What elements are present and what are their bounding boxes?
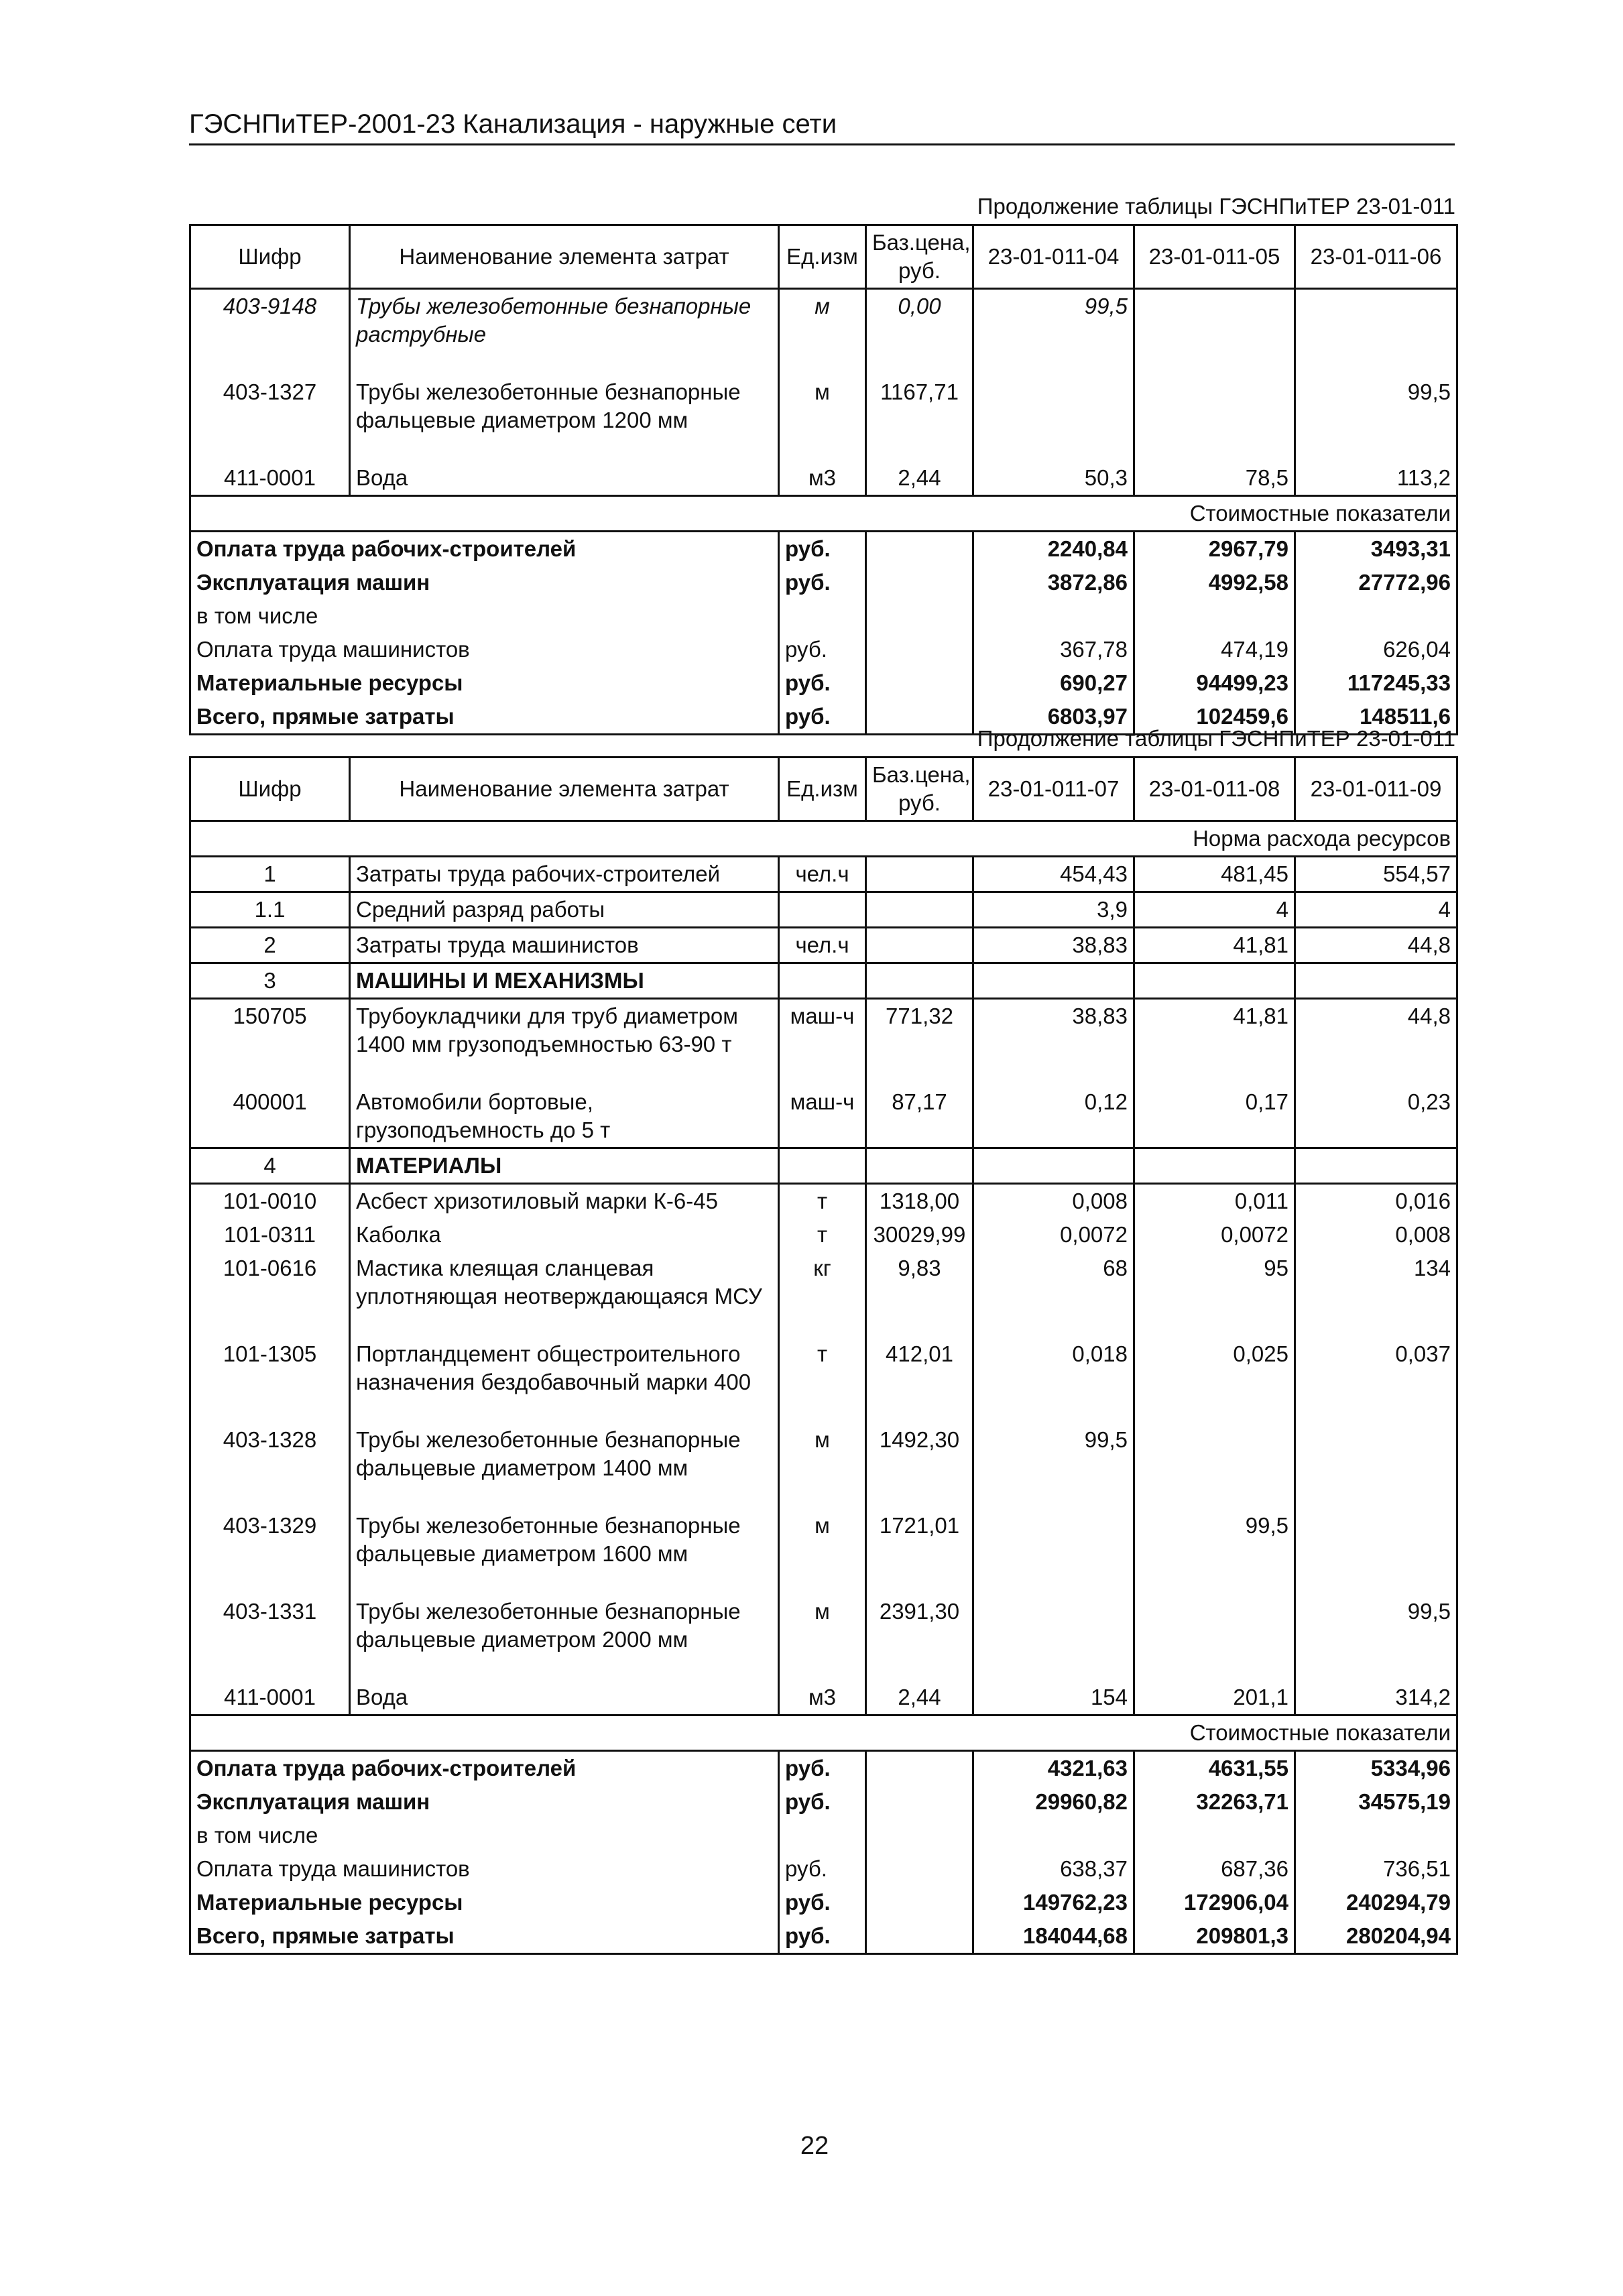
row-unit: м <box>779 289 866 376</box>
cost-value: 690,27 <box>973 666 1134 700</box>
row-value: 44,8 <box>1295 999 1457 1086</box>
table-row <box>190 289 1457 376</box>
col-header-unit: Ед.изм <box>779 758 866 821</box>
norm-label: Норма расхода ресурсов <box>190 821 1457 857</box>
row-value: 78,5 <box>1134 461 1295 496</box>
table-row <box>190 857 1457 892</box>
row-value: 0,0072 <box>973 1218 1134 1252</box>
row-value: 0,0072 <box>1134 1218 1295 1252</box>
row-value: 99,5 <box>973 289 1134 376</box>
row-code: 403-1328 <box>190 1423 350 1509</box>
empty-cell <box>866 599 973 633</box>
cost-name: Эксплуатация машин <box>190 566 779 599</box>
empty-cell <box>866 1919 973 1954</box>
cost-row <box>190 1886 1457 1919</box>
row-price: 1721,01 <box>866 1509 973 1595</box>
cost-row <box>190 566 1457 599</box>
col-header-unit: Ед.изм <box>779 225 866 289</box>
row-value <box>1134 1595 1295 1681</box>
row-price: 2391,30 <box>866 1595 973 1681</box>
row-value <box>973 375 1134 461</box>
col-header-code-05: 23-01-011-05 <box>1134 225 1295 289</box>
table-row <box>190 1509 1457 1595</box>
row-unit: м3 <box>779 461 866 496</box>
row-code: 403-1329 <box>190 1509 350 1595</box>
cost-name: в том числе <box>190 1819 779 1852</box>
row-value: 0,008 <box>1295 1218 1457 1252</box>
row-name: Вода <box>350 1681 779 1715</box>
section-band <box>190 1715 1457 1751</box>
row-unit: т <box>779 1337 866 1423</box>
row-code: 4 <box>190 1148 350 1184</box>
row-unit <box>779 892 866 928</box>
cost-value: 117245,33 <box>1295 666 1457 700</box>
resource-table-1 <box>189 224 1458 735</box>
page-number: 22 <box>800 2132 829 2160</box>
row-unit: м <box>779 1423 866 1509</box>
cost-unit: руб. <box>779 666 866 700</box>
section-heading-row <box>190 1148 1457 1184</box>
cost-unit: руб. <box>779 566 866 599</box>
row-code: 101-0010 <box>190 1184 350 1219</box>
row-value: 554,57 <box>1295 857 1457 892</box>
cost-indicators-label: Стоимостные показатели <box>190 496 1457 532</box>
row-price: 30029,99 <box>866 1218 973 1252</box>
row-price <box>866 892 973 928</box>
col-header-code-09: 23-01-011-09 <box>1295 758 1457 821</box>
cost-value: 4631,55 <box>1134 1751 1295 1786</box>
cost-name: Эксплуатация машин <box>190 1785 779 1819</box>
cost-value: 280204,94 <box>1295 1919 1457 1954</box>
cost-unit: руб. <box>779 532 866 566</box>
row-value: 454,43 <box>973 857 1134 892</box>
cost-name: в том числе <box>190 599 779 633</box>
empty-cell <box>866 1886 973 1919</box>
empty-cell <box>866 566 973 599</box>
row-unit: т <box>779 1184 866 1219</box>
row-price <box>866 928 973 963</box>
empty-cell <box>866 1751 973 1786</box>
row-price: 1318,00 <box>866 1184 973 1219</box>
row-unit <box>779 1148 866 1184</box>
row-name: Мастика клеящая сланцевая уплотняющая неотверждающаяся МСУ <box>350 1252 779 1337</box>
row-code: 1 <box>190 857 350 892</box>
cost-value: 240294,79 <box>1295 1886 1457 1919</box>
row-price: 771,32 <box>866 999 973 1086</box>
cost-value: 6803,97 <box>973 700 1134 735</box>
row-value <box>1295 289 1457 376</box>
cost-value: 27772,96 <box>1295 566 1457 599</box>
table-caption: Продолжение таблицы ГЭСНПиТЕР 23-01-011 <box>977 726 1455 751</box>
row-value <box>1134 289 1295 376</box>
row-name: Трубы железобетонные безнапорные фальцевые диаметром 1600 мм <box>350 1509 779 1595</box>
section-heading-row <box>190 963 1457 999</box>
cost-name: Всего, прямые затраты <box>190 700 779 735</box>
row-price: 1492,30 <box>866 1423 973 1509</box>
row-value: 99,5 <box>1295 375 1457 461</box>
row-value: 134 <box>1295 1252 1457 1337</box>
cost-value: 638,37 <box>973 1852 1134 1886</box>
row-code: 101-0616 <box>190 1252 350 1337</box>
row-value: 4 <box>1295 892 1457 928</box>
cost-unit: руб. <box>779 1919 866 1954</box>
cost-value <box>1134 1819 1295 1852</box>
row-value <box>1295 1148 1457 1184</box>
row-value: 481,45 <box>1134 857 1295 892</box>
row-code: 101-0311 <box>190 1218 350 1252</box>
section-title: МАШИНЫ И МЕХАНИЗМЫ <box>350 963 779 999</box>
table-row <box>190 1337 1457 1423</box>
row-value: 41,81 <box>1134 928 1295 963</box>
col-header-code: Шифр <box>190 225 350 289</box>
cost-row <box>190 633 1457 666</box>
row-value <box>973 1509 1134 1595</box>
row-price: 2,44 <box>866 461 973 496</box>
cost-value <box>1295 1819 1457 1852</box>
section-title: МАТЕРИАЛЫ <box>350 1148 779 1184</box>
row-unit: т <box>779 1218 866 1252</box>
row-code: 403-1327 <box>190 375 350 461</box>
row-name: Автомобили бортовые, грузоподъемность до 5 т <box>350 1085 779 1148</box>
cost-value <box>1134 599 1295 633</box>
row-value: 0,016 <box>1295 1184 1457 1219</box>
row-value: 99,5 <box>1134 1509 1295 1595</box>
cost-name: Оплата труда машинистов <box>190 1852 779 1886</box>
cost-row <box>190 1751 1457 1786</box>
row-code: 400001 <box>190 1085 350 1148</box>
row-unit <box>779 963 866 999</box>
cost-value: 172906,04 <box>1134 1886 1295 1919</box>
row-value: 50,3 <box>973 461 1134 496</box>
cost-value: 209801,3 <box>1134 1919 1295 1954</box>
table-row <box>190 1595 1457 1681</box>
row-name: Вода <box>350 461 779 496</box>
col-header-price: Баз.цена, руб. <box>866 225 973 289</box>
cost-value: 102459,6 <box>1134 700 1295 735</box>
cost-value: 687,36 <box>1134 1852 1295 1886</box>
empty-cell <box>866 1785 973 1819</box>
table-row <box>190 1252 1457 1337</box>
row-name: Портландцемент общестроительного назначения бездобавочный марки 400 <box>350 1337 779 1423</box>
empty-cell <box>866 532 973 566</box>
col-header-code-04: 23-01-011-04 <box>973 225 1134 289</box>
row-value <box>1134 963 1295 999</box>
row-value <box>1295 963 1457 999</box>
row-value: 0,037 <box>1295 1337 1457 1423</box>
row-value: 201,1 <box>1134 1681 1295 1715</box>
table-header-row <box>190 225 1457 289</box>
row-name: Трубоукладчики для труб диаметром 1400 мм грузоподъемностью 63-90 т <box>350 999 779 1086</box>
col-header-name: Наименование элемента затрат <box>350 758 779 821</box>
empty-cell <box>866 700 973 735</box>
table-row <box>190 1085 1457 1148</box>
row-unit: чел.ч <box>779 857 866 892</box>
row-value: 113,2 <box>1295 461 1457 496</box>
row-unit: м <box>779 375 866 461</box>
row-code: 101-1305 <box>190 1337 350 1423</box>
cost-value: 736,51 <box>1295 1852 1457 1886</box>
row-code: 150705 <box>190 999 350 1086</box>
col-header-code-08: 23-01-011-08 <box>1134 758 1295 821</box>
cost-name: Оплата труда рабочих-строителей <box>190 1751 779 1786</box>
cost-name: Материальные ресурсы <box>190 1886 779 1919</box>
cost-value: 32263,71 <box>1134 1785 1295 1819</box>
table-row <box>190 1681 1457 1715</box>
row-code: 3 <box>190 963 350 999</box>
row-value: 0,17 <box>1134 1085 1295 1148</box>
row-value: 0,018 <box>973 1337 1134 1423</box>
cost-row <box>190 1819 1457 1852</box>
row-value <box>1134 1423 1295 1509</box>
cost-value: 148511,6 <box>1295 700 1457 735</box>
cost-unit <box>779 599 866 633</box>
cost-row <box>190 666 1457 700</box>
row-value: 0,12 <box>973 1085 1134 1148</box>
cost-row <box>190 1785 1457 1819</box>
row-name: Трубы железобетонные безнапорные фальцевые диаметром 1400 мм <box>350 1423 779 1509</box>
row-name: Трубы железобетонные безнапорные фальцевые диаметром 2000 мм <box>350 1595 779 1681</box>
cost-value: 2967,79 <box>1134 532 1295 566</box>
row-name: Затраты труда рабочих-строителей <box>350 857 779 892</box>
row-value: 99,5 <box>1295 1595 1457 1681</box>
row-price: 2,44 <box>866 1681 973 1715</box>
col-header-code-06: 23-01-011-06 <box>1295 225 1457 289</box>
row-value <box>973 1595 1134 1681</box>
row-value: 0,008 <box>973 1184 1134 1219</box>
row-value: 314,2 <box>1295 1681 1457 1715</box>
row-name: Затраты труда машинистов <box>350 928 779 963</box>
row-name: Асбест хризотиловый марки К-6-45 <box>350 1184 779 1219</box>
section-band <box>190 496 1457 532</box>
row-code: 411-0001 <box>190 461 350 496</box>
cost-value: 367,78 <box>973 633 1134 666</box>
cost-value: 34575,19 <box>1295 1785 1457 1819</box>
row-code: 2 <box>190 928 350 963</box>
row-value <box>1134 375 1295 461</box>
row-value: 99,5 <box>973 1423 1134 1509</box>
table-caption: Продолжение таблицы ГЭСНПиТЕР 23-01-011 <box>977 194 1455 219</box>
table-row <box>190 928 1457 963</box>
col-header-name: Наименование элемента затрат <box>350 225 779 289</box>
row-value: 0,23 <box>1295 1085 1457 1148</box>
row-value: 44,8 <box>1295 928 1457 963</box>
row-name: Трубы железобетонные безнапорные раструбные <box>350 289 779 376</box>
col-header-price: Баз.цена, руб. <box>866 758 973 821</box>
cost-unit: руб. <box>779 633 866 666</box>
row-code: 1.1 <box>190 892 350 928</box>
empty-cell <box>866 1819 973 1852</box>
row-value <box>1295 1423 1457 1509</box>
resource-table-2 <box>189 756 1458 1955</box>
cost-unit: руб. <box>779 1886 866 1919</box>
row-value <box>973 1148 1134 1184</box>
section-band <box>190 821 1457 857</box>
row-value <box>1134 1148 1295 1184</box>
cost-row <box>190 532 1457 566</box>
row-code: 411-0001 <box>190 1681 350 1715</box>
row-unit: м <box>779 1509 866 1595</box>
cost-value: 149762,23 <box>973 1886 1134 1919</box>
empty-cell <box>866 666 973 700</box>
cost-name: Оплата труда рабочих-строителей <box>190 532 779 566</box>
row-value: 0,011 <box>1134 1184 1295 1219</box>
row-name: Средний разряд работы <box>350 892 779 928</box>
cost-name: Материальные ресурсы <box>190 666 779 700</box>
cost-value: 184044,68 <box>973 1919 1134 1954</box>
col-header-code: Шифр <box>190 758 350 821</box>
empty-cell <box>866 633 973 666</box>
col-header-code-07: 23-01-011-07 <box>973 758 1134 821</box>
cost-value: 4321,63 <box>973 1751 1134 1786</box>
row-price: 412,01 <box>866 1337 973 1423</box>
cost-value: 626,04 <box>1295 633 1457 666</box>
table-row <box>190 999 1457 1086</box>
cost-value: 4992,58 <box>1134 566 1295 599</box>
row-value: 154 <box>973 1681 1134 1715</box>
row-unit: м <box>779 1595 866 1681</box>
cost-value: 3493,31 <box>1295 532 1457 566</box>
cost-name: Оплата труда машинистов <box>190 633 779 666</box>
cost-value <box>973 1819 1134 1852</box>
row-value <box>1295 1509 1457 1595</box>
cost-unit: руб. <box>779 700 866 735</box>
row-value: 38,83 <box>973 928 1134 963</box>
cost-value: 5334,96 <box>1295 1751 1457 1786</box>
row-price: 87,17 <box>866 1085 973 1148</box>
row-price: 9,83 <box>866 1252 973 1337</box>
cost-row <box>190 599 1457 633</box>
row-value: 95 <box>1134 1252 1295 1337</box>
row-value: 3,9 <box>973 892 1134 928</box>
cost-name: Всего, прямые затраты <box>190 1919 779 1954</box>
empty-cell <box>866 1852 973 1886</box>
table-row <box>190 892 1457 928</box>
page-header: ГЭСНПиТЕР-2001-23 Канализация - наружные сети <box>189 107 1455 145</box>
row-unit: чел.ч <box>779 928 866 963</box>
cost-value: 2240,84 <box>973 532 1134 566</box>
table-row <box>190 461 1457 496</box>
row-unit: кг <box>779 1252 866 1337</box>
row-value: 0,025 <box>1134 1337 1295 1423</box>
cost-value: 29960,82 <box>973 1785 1134 1819</box>
cost-value <box>973 599 1134 633</box>
cost-value: 94499,23 <box>1134 666 1295 700</box>
row-unit: маш-ч <box>779 1085 866 1148</box>
row-unit: маш-ч <box>779 999 866 1086</box>
cost-row <box>190 1852 1457 1886</box>
cost-unit: руб. <box>779 1785 866 1819</box>
row-code: 403-9148 <box>190 289 350 376</box>
row-price: 0,00 <box>866 289 973 376</box>
cost-value: 474,19 <box>1134 633 1295 666</box>
table-row <box>190 1218 1457 1252</box>
row-name: Трубы железобетонные безнапорные фальцевые диаметром 1200 мм <box>350 375 779 461</box>
row-value: 38,83 <box>973 999 1134 1086</box>
cost-indicators-label: Стоимостные показатели <box>190 1715 1457 1751</box>
cost-row <box>190 1919 1457 1954</box>
row-price: 1167,71 <box>866 375 973 461</box>
row-value: 4 <box>1134 892 1295 928</box>
row-value: 68 <box>973 1252 1134 1337</box>
row-price <box>866 963 973 999</box>
table-header-row <box>190 758 1457 821</box>
row-price <box>866 857 973 892</box>
row-code: 403-1331 <box>190 1595 350 1681</box>
table-row <box>190 375 1457 461</box>
cost-unit <box>779 1819 866 1852</box>
row-value <box>973 963 1134 999</box>
cost-unit: руб. <box>779 1751 866 1786</box>
row-value: 41,81 <box>1134 999 1295 1086</box>
row-unit: м3 <box>779 1681 866 1715</box>
table-row <box>190 1184 1457 1219</box>
row-name: Каболка <box>350 1218 779 1252</box>
row-price <box>866 1148 973 1184</box>
table-row <box>190 1423 1457 1509</box>
cost-value: 3872,86 <box>973 566 1134 599</box>
cost-value <box>1295 599 1457 633</box>
cost-unit: руб. <box>779 1852 866 1886</box>
